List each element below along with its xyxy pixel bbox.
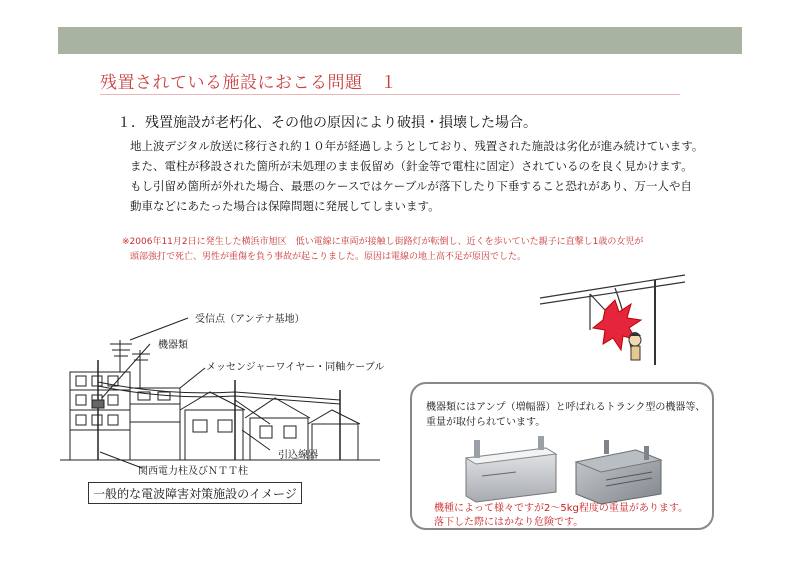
equipment-info-box	[410, 382, 714, 530]
label-reception: 受信点（アンテナ基地）	[195, 314, 305, 325]
info-line: 機器類にはアンプ（増幅器）と呼ばれるトランク型の機器等、	[426, 402, 706, 413]
note-line: ※2006年11月2日に発生した横浜市旭区 低い電線に車両が接触し街路灯が転倒し、近くを歩いていた親子に直撃し1歳の女児が	[122, 237, 644, 247]
label-dropline: 引込線器	[278, 450, 318, 461]
info-text	[426, 400, 705, 430]
warning-line: 落下した際にはかなり危険です。	[434, 517, 584, 528]
label-poles: 関西電力柱及びＮＴＴ柱	[138, 466, 248, 477]
body-text	[130, 136, 730, 216]
label-messenger: メッセンジャーワイヤー・同軸ケーブル	[206, 362, 385, 373]
falling-cable-drawing	[535, 270, 690, 370]
accident-illustration	[535, 270, 690, 370]
amplifier-photos	[456, 436, 676, 506]
incident-note	[122, 235, 643, 265]
body-line: また、電柱が移設された箇所が未処理のまま仮留め（針金等で電柱に固定）されているのを良く見かけます。	[130, 159, 693, 173]
title-underline	[100, 94, 680, 95]
illustration-caption: 一般的な電波障害対策施設のイメージ	[88, 482, 302, 504]
facility-illustration	[60, 300, 440, 500]
page-title: 残置されている施設におこる問題 １	[100, 73, 398, 93]
note-line: 頭部強打で死亡、男性が重傷を負う事故が起こりました。原因は電線の地上高不足が原因でした。	[130, 252, 527, 262]
body-line: 地上波デジタル放送に移行され約１０年が経過しようとしており、残置された施設は劣化が進み続けています。	[130, 139, 704, 153]
section-heading: １．残置施設が老朽化、その他の原因により破損・損壊した場合。	[117, 115, 537, 131]
facility-drawing	[60, 300, 440, 500]
weight-warning	[434, 502, 688, 530]
warning-line: 機種によって様々ですが2～5kg程度の重量があります。	[434, 503, 689, 514]
label-equipment: 機器類	[158, 340, 188, 351]
body-line: 動車などにあたった場合は保障問題に発展してしまいます。	[130, 199, 440, 213]
body-line: もし引留め箇所が外れた場合、最悪のケースではケーブルが落下したり下垂すること恐れがあり、万一人や自	[130, 179, 692, 193]
amplifier-device-images	[456, 436, 676, 506]
header-bar	[58, 27, 742, 54]
info-line: 重量が取付られています。	[426, 417, 546, 428]
